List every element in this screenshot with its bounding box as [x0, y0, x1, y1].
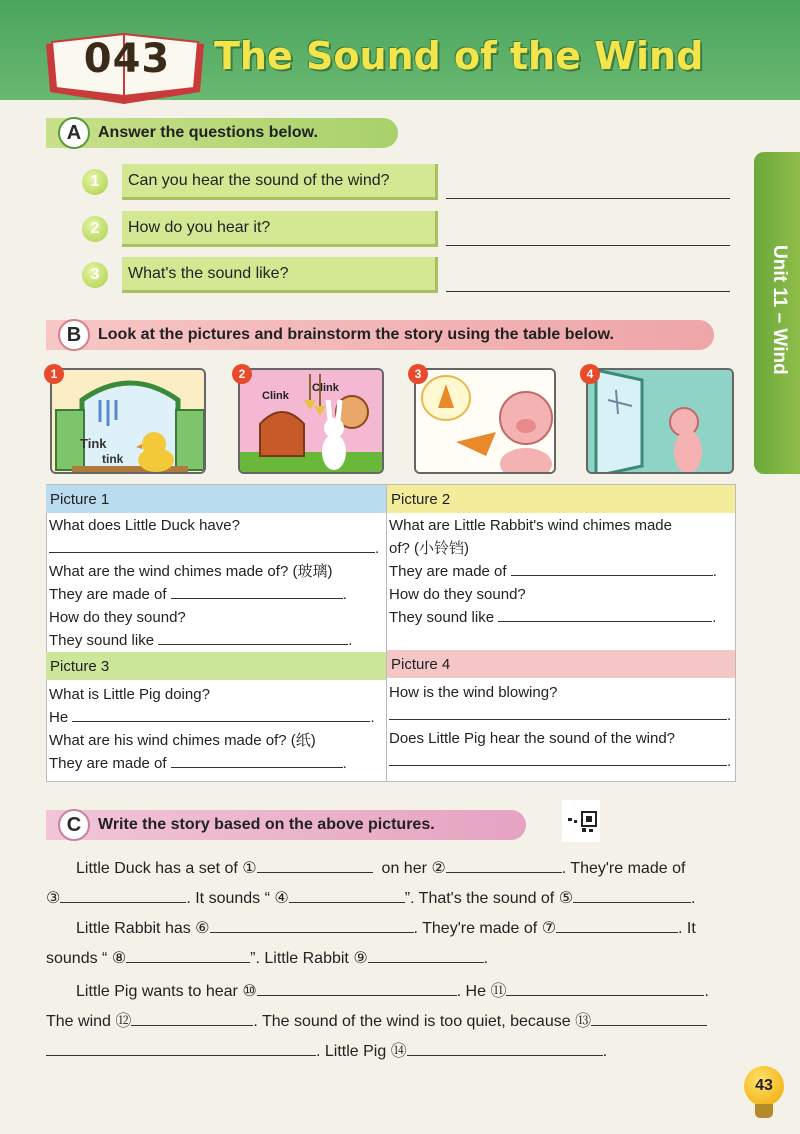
pig-paper-chimes-illustration: [416, 370, 556, 474]
answer-line[interactable]: [446, 291, 730, 292]
lightbulb-icon: [755, 1104, 773, 1118]
table-line: Does Little Pig hear the sound of the wind?: [389, 730, 676, 747]
picture-number: 2: [232, 364, 252, 384]
table-line: How is the wind blowing?: [389, 684, 558, 701]
picture-1-duck-window: [50, 368, 206, 474]
picture-number: 4: [580, 364, 600, 384]
picture-1-cell: [49, 514, 385, 652]
question-number: 2: [82, 216, 108, 242]
story-line[interactable]: Little Duck has a set of ① on her ② . They're made of: [76, 860, 686, 877]
table-head-picture-4: [387, 650, 735, 678]
picture-4-cell: [389, 681, 735, 773]
picture-4-pig-window: [586, 368, 734, 474]
section-a-badge: A: [58, 117, 90, 149]
picture-number: 3: [408, 364, 428, 384]
question-number: 1: [82, 169, 108, 195]
table-head-label: Picture 3: [50, 657, 110, 675]
table-line[interactable]: .: [389, 704, 735, 727]
question-box: [122, 211, 438, 247]
picture-3-pig-paper: [414, 368, 556, 474]
table-line[interactable]: .: [389, 750, 735, 773]
section-c-banner: [46, 810, 526, 840]
sfx-clink: Clink: [312, 382, 339, 394]
section-a-heading: Answer the questions below.: [98, 124, 318, 141]
question-number: 3: [82, 262, 108, 288]
table-line[interactable]: .: [49, 537, 385, 560]
pig-window-illustration: [588, 370, 734, 474]
table-head-label: Picture 1: [50, 490, 110, 508]
story-line[interactable]: Little Pig wants to hear ⑩ . He ⑪ .: [76, 983, 709, 1000]
story-line[interactable]: Little Rabbit has ⑥ . They're made of ⑦ . It: [76, 920, 696, 937]
picture-2-rabbit-door: [238, 368, 384, 474]
table-head-picture-3: [46, 652, 386, 680]
section-a-banner: [46, 118, 398, 148]
table-line: How do they sound?: [389, 586, 526, 603]
section-b-banner: [46, 320, 714, 350]
story-line[interactable]: ③ . It sounds “ ④ ”. That's the sound of ⑤ .: [46, 890, 696, 907]
table-line[interactable]: They are made of .: [49, 586, 347, 603]
unit-side-tab-label: Unit 11 – Wind: [769, 245, 790, 375]
picture-2-cell: [389, 514, 735, 629]
section-b-badge: B: [58, 319, 90, 351]
table-divider: [386, 484, 387, 782]
question-box: [122, 257, 438, 293]
sfx-tink: Tink: [80, 436, 107, 451]
question-text: What's the sound like?: [128, 264, 289, 282]
picture-number: 1: [44, 364, 64, 384]
section-c-heading: Write the story based on the above pictures.: [98, 816, 435, 833]
story-line[interactable]: sounds “ ⑧ ”. Little Rabbit ⑨ .: [46, 950, 489, 967]
lesson-number: 043: [83, 36, 171, 82]
table-line: of? (小铃铛): [389, 540, 470, 557]
table-line: How do they sound?: [49, 609, 186, 626]
answer-line[interactable]: [446, 245, 730, 246]
table-line[interactable]: He .: [49, 709, 375, 726]
section-b-heading: Look at the pictures and brainstorm the story using the table below.: [98, 326, 614, 343]
table-head-picture-2: [387, 485, 735, 513]
table-line[interactable]: They are made of .: [389, 563, 717, 580]
table-line[interactable]: They sound like .: [389, 609, 717, 626]
answer-line[interactable]: [446, 198, 730, 199]
page-number: 43: [744, 1066, 784, 1106]
table-line[interactable]: They are made of .: [49, 755, 347, 772]
picture-3-cell: [49, 683, 385, 775]
table-line: What are his wind chimes made of? (纸): [49, 732, 316, 749]
sfx-tink: tink: [102, 452, 124, 466]
table-head-label: Picture 4: [391, 655, 451, 673]
table-line: What are Little Rabbit's wind chimes made: [389, 517, 672, 534]
question-box: [122, 164, 438, 200]
table-line: What is Little Pig doing?: [49, 686, 210, 703]
section-c-badge: C: [58, 809, 90, 841]
window-chimes-illustration: [52, 370, 206, 474]
table-line: What does Little Duck have?: [49, 517, 240, 534]
sfx-clink: Clink: [262, 390, 289, 402]
table-line: What are the wind chimes made of? (玻璃): [49, 563, 333, 580]
table-head-label: Picture 2: [391, 490, 451, 508]
page-title: The Sound of the Wind: [214, 34, 704, 78]
story-line[interactable]: The wind ⑫ . The sound of the wind is too quiet, because ⑬: [46, 1008, 707, 1031]
table-line[interactable]: They sound like .: [49, 632, 353, 649]
question-text: Can you hear the sound of the wind?: [128, 171, 390, 189]
qr-code-icon[interactable]: [562, 800, 600, 842]
table-head-picture-1: [46, 485, 386, 513]
story-line[interactable]: . Little Pig ⑭ .: [46, 1038, 607, 1061]
question-text: How do you hear it?: [128, 218, 271, 236]
